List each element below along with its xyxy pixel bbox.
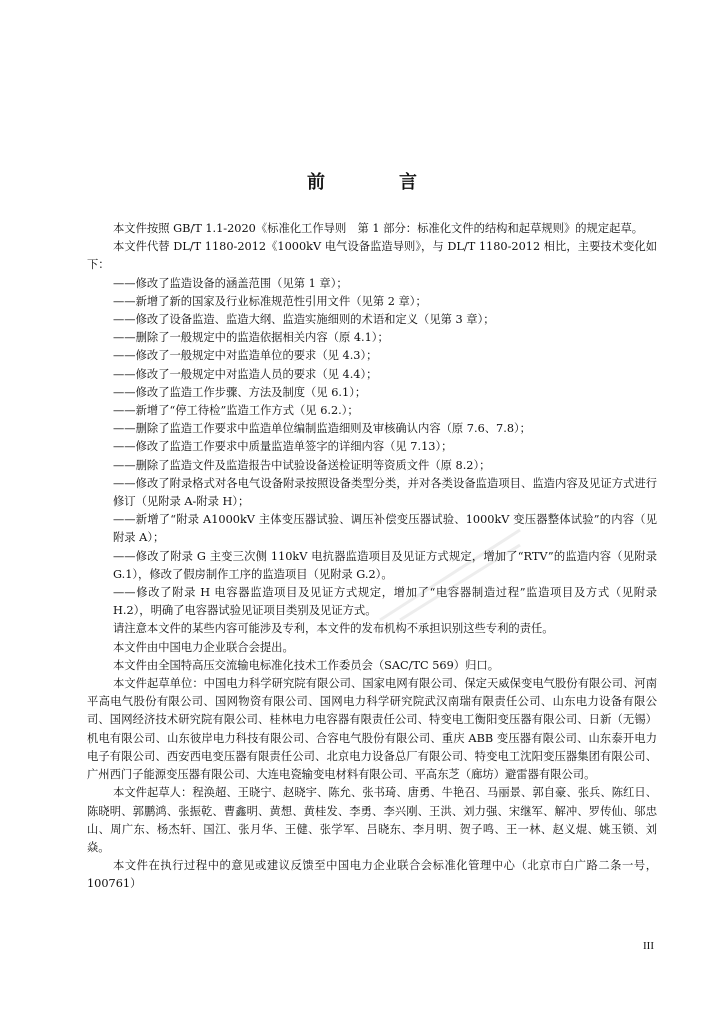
paragraph-replacement: 本文件代替 DL/T 1180-2012《1000kV 电气设备监造导则》，与 DL/T 1180-2012 相比，主要技术变化如下： xyxy=(87,240,657,272)
change-item: ——修改了设备监造、监造大纲、监造实施细则的术语和定义（见第 3 章）； xyxy=(113,313,495,327)
watermark-decoration xyxy=(370,520,530,630)
change-item: ——修改了监造工作步骤、方法及制度（见 6.1）； xyxy=(113,385,367,399)
paragraph-administrator: 本文件由全国特高压交流输电标准化技术工作委员会（SAC/TC 569）归口。 xyxy=(113,658,499,672)
change-item: ——修改了监造工作要求中质量监造单签字的详细内容（见 7.13）； xyxy=(113,440,453,454)
paragraph-patent-notice: 请注意本文件的某些内容可能涉及专利，本文件的发布机构不承担识别这些专利的责任。 xyxy=(113,622,554,636)
paragraph-drafters: 本文件起草人：程涣超、王晓宁、赵晓宇、陈允、张书琦、唐勇、牛艳召、马丽景、郭自豪、张兵、陈红日、陈晓明、郭鹏鸿、张振乾、曹鑫明、黄想、黄桂发、李勇、李兴刚、王洪、刘力强、宋继军、解冲、罗传仙、邬忠山、周广东、杨杰轩、国江、张月华、王健、张学军、吕晓东、李月明、贺子鸣、王一林、赵义焜、姚玉锁、刘焱。 xyxy=(87,786,657,854)
change-item: ——新增了新的国家及行业标准规范性引用文件（见第 2 章）； xyxy=(113,294,427,308)
page-title: 前 言 xyxy=(307,172,445,193)
change-item: ——删除了监造工作要求中监造单位编制监造细则及审核确认内容（原 7.6、7.8）； xyxy=(113,422,531,436)
change-item: ——修改了一般规定中对监造单位的要求（见 4.3）； xyxy=(113,349,378,363)
change-item: ——修改了附录 H 电容器监造项目及见证方式规定，增加了“电容器制造过程”监造项目及方式（见附录 H.2），明确了电容器试验见证项目类别及见证方式。 xyxy=(113,586,657,618)
paragraph-feedback: 本文件在执行过程中的意见或建议反馈至中国电力企业联合会标准化管理中心（北京市白广路二条一号，100761） xyxy=(87,859,657,891)
change-item: ——修改了一般规定中对监造人员的要求（见 4.4）； xyxy=(113,367,378,381)
page-number: III xyxy=(643,940,654,952)
paragraph-drafting-basis: 本文件按照 GB/T 1.1-2020《标准化工作导则 第 1 部分：标准化文件的结构和起草规则》的规定起草。 xyxy=(113,222,644,235)
paragraph-drafting-units: 本文件起草单位：中国电力科学研究院有限公司、国家电网有限公司、保定天威保变电气股份有限公司、河南平高电气股份有限公司、国网物资有限公司、国网电力科学研究院武汉南瑞有限责任公司、山东电力设备有限公司、国网经济技术研究院有限公司、桂林电力电容器有限责任公司、特变电工衡阳变压器有限公司、日新（无锡）机电有限公司、山东彼岸电力科技有限公司、合容电气股份有限公司、重庆 ABB 变压器有限公司、山东泰开电力电子有限公司、西安西电变压器有限责任公司、北京电力设备总厂有限公司、特变电工沈阳变压器集团有限公司、广州西门子能源变压器有限公司、大连电瓷输变电材料有限公司、平高东芝（廊坊）避雷器有限公司。 xyxy=(87,677,657,782)
change-item: ——修改了附录 G 主变三次侧 110kV 电抗器监造项目及见证方式规定，增加了“RTV”的监造内容（见附录 G.1），修改了假房制作工序的监造项目（见附录 G.2）。 xyxy=(113,549,657,581)
change-item: ——新增了“附录 A1000kV 主体变压器试验、调压补偿变压器试验、1000kV 变压器整体试验”的内容（见附录 A）； xyxy=(113,513,657,545)
change-item: ——修改了监造设备的涵盖范围（见第 1 章）； xyxy=(113,276,348,290)
paragraph-proposer: 本文件由中国电力企业联合会提出。 xyxy=(113,640,294,654)
change-item: ——删除了监造文件及监造报告中试验设备送检证明等资质文件（原 8.2）； xyxy=(113,458,491,472)
change-item: ——修改了附录格式对各电气设备附录按照设备类型分类，并对各类设备监造项目、监造内容及见证方式进行修订（见附录 A-附录 H）； xyxy=(113,476,657,509)
change-item: ——删除了一般规定中的监造依据相关内容（原 4.1）； xyxy=(113,331,389,345)
change-item: ——新增了“停工待检”监造工作方式（见 6.2.）； xyxy=(113,404,359,418)
